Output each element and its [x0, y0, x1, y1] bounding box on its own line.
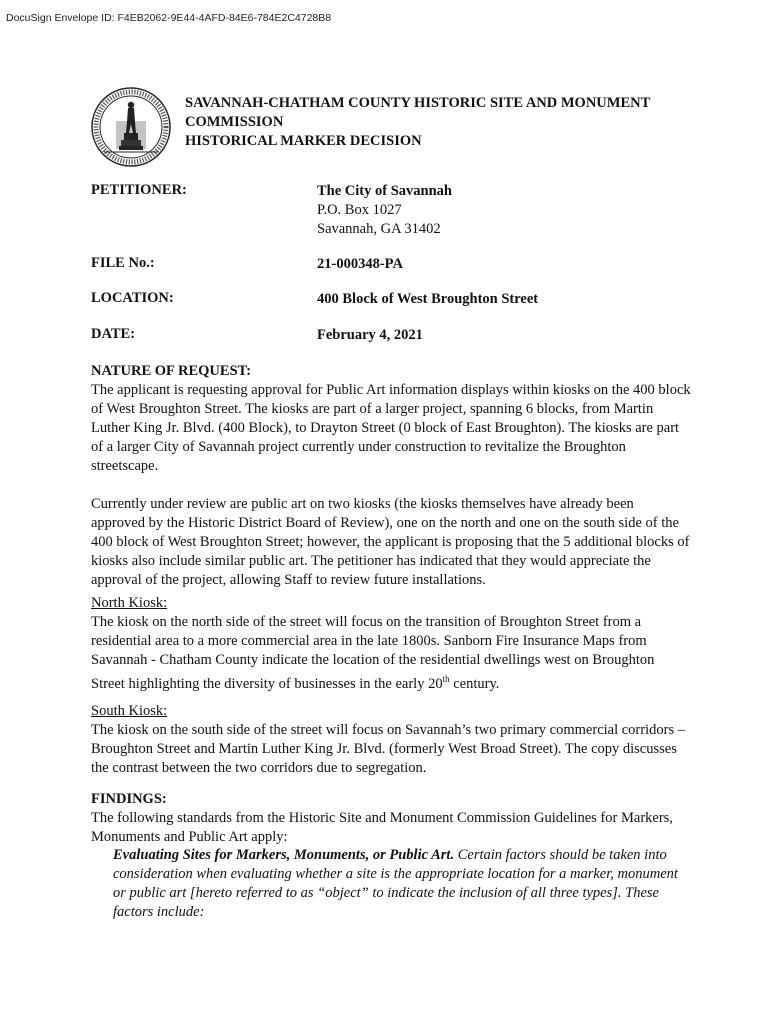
- findings-intro: The following standards from the Historic Site and Monument Commission Guidelines for Markers, Monuments and Public Art apply:: [91, 810, 673, 845]
- petitioner-address-2: Savannah, GA 31402: [317, 221, 441, 237]
- nature-heading: NATURE OF REQUEST:: [91, 363, 252, 379]
- envelope-id: DocuSign Envelope ID: F4EB2062-9E44-4AFD-84E6-784E2C4728B8: [6, 12, 332, 24]
- file-no-value: 21-000348-PA: [317, 256, 403, 272]
- findings-heading: FINDINGS:: [91, 791, 167, 807]
- commission-seal-icon: [90, 86, 172, 168]
- guideline-quote: [113, 846, 683, 922]
- date-value: February 4, 2021: [317, 327, 423, 343]
- header-line-1: SAVANNAH-CHATHAM COUNTY HISTORIC SITE AND MONUMENT: [185, 95, 651, 111]
- document-header: [185, 94, 745, 151]
- north-kiosk-section: [91, 594, 691, 694]
- south-kiosk-section: [91, 702, 691, 778]
- petitioner-label: PETITIONER:: [91, 182, 187, 198]
- file-no-label: FILE No.:: [91, 255, 155, 271]
- header-line-2: COMMISSION: [185, 114, 284, 130]
- north-kiosk-heading: North Kiosk:: [91, 595, 168, 611]
- header-line-3: HISTORICAL MARKER DECISION: [185, 133, 422, 149]
- petitioner-address-1: P.O. Box 1027: [317, 202, 402, 218]
- nature-of-request: [91, 362, 691, 590]
- guideline-quote-text: Certain factors should be taken into consideration when evaluating whether a site is the appropriate location for a marker, monument or public art [hereto referred to as “object” to indicate the inclusion of all three types]. These factors include:: [113, 847, 678, 920]
- petitioner-value: [317, 182, 452, 239]
- nature-paragraph-1: The applicant is requesting approval for Public Art information displays within kiosks on the 400 block of West Broughton Street. The kiosks are part of a larger project, spanning 6 blocks, from Martin Luther King Jr. Blvd. (400 Block), to Drayton Street (0 block of East Broughton). The kiosks are part of a larger City of Savannah project currently under construction to revitalize the Broughton streetscape.: [91, 382, 691, 474]
- petitioner-name: The City of Savannah: [317, 183, 452, 199]
- north-kiosk-text: The kiosk on the north side of the street will focus on the transition of Broughton Street from a residential area to a more commercial area in the late 1800s. Sanborn Fire Insurance Maps from Savannah - Chatham County indicate the location of the residential dwellings west on Broughton Street highlighting the diversity of businesses in the early 20th century.: [91, 614, 655, 692]
- location-label: LOCATION:: [91, 290, 174, 306]
- guideline-quote-title: Evaluating Sites for Markers, Monuments, or Public Art.: [113, 847, 455, 863]
- findings-section: [91, 790, 691, 847]
- south-kiosk-text: The kiosk on the south side of the street will focus on Savannah’s two primary commercial corridors – Broughton Street and Martin Luther King Jr. Blvd. (formerly West Broad Street). The copy discusses the contrast between the two corridors due to segregation.: [91, 722, 685, 776]
- south-kiosk-heading: South Kiosk:: [91, 703, 168, 719]
- location-value: 400 Block of West Broughton Street: [317, 291, 539, 307]
- nature-paragraph-2: Currently under review are public art on two kiosks (the kiosks themselves have already been approved by the Historic District Board of Review), one on the north and one on the south side of the 400 block of West Broughton Street; however, the applicant is proposing that the 5 additional blocks of kiosks also include similar public art. The petitioner has indicated that they would appreciate the approval of the project, allowing Staff to review future installations.: [91, 496, 690, 588]
- date-label: DATE:: [91, 326, 136, 342]
